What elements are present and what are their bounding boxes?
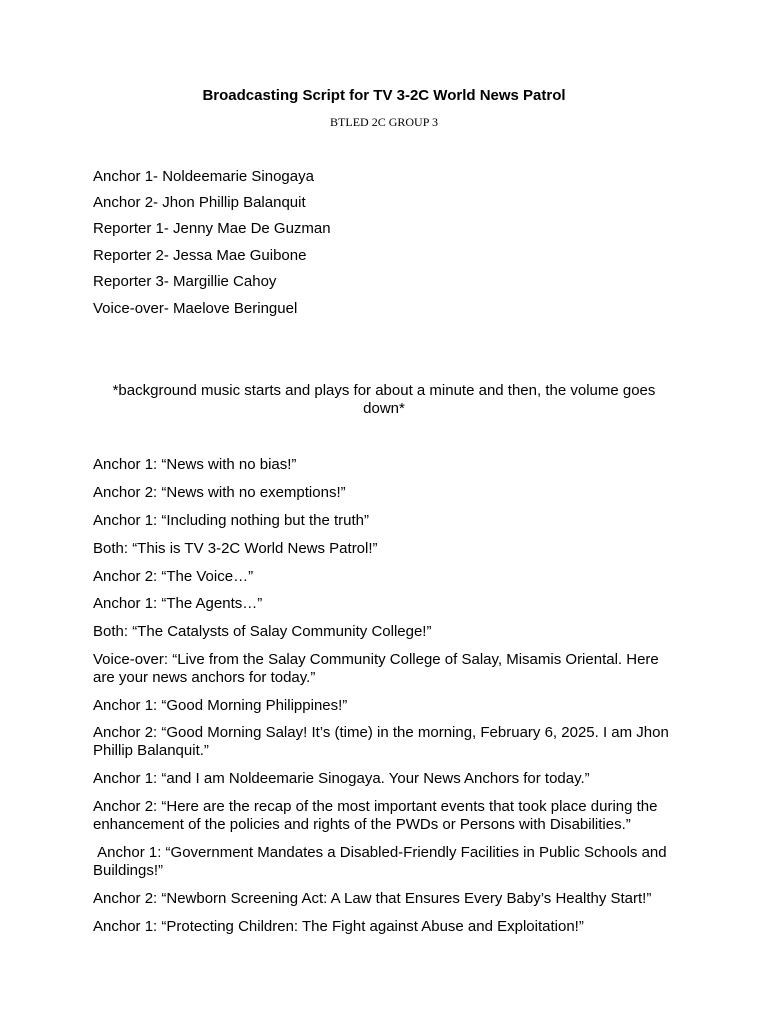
script-line: Anchor 1: “Including nothing but the truth” xyxy=(93,512,370,529)
script-line: Anchor 1: “Protecting Children: The Fight against Abuse and Exploitation!” xyxy=(93,918,584,935)
script-line: Anchor 2: “The Voice…” xyxy=(93,568,254,585)
script-line: Anchor 2: “Newborn Screening Act: A Law that Ensures Every Baby’s Healthy Start!” xyxy=(93,890,652,907)
script-line: Anchor 1: “Good Morning Philippines!” xyxy=(93,697,348,714)
document-subtitle: BTLED 2C GROUP 3 xyxy=(330,115,438,129)
script-line: Voice-over: “Live from the Salay Community College of Salay, Misamis Oriental. Here are your news anchors for today.” xyxy=(93,651,659,686)
script-line: Anchor 1: “The Agents…” xyxy=(93,595,263,612)
script-line: Anchor 1: “News with no bias!” xyxy=(93,456,297,473)
cast-line: Reporter 2- Jessa Mae Guibone xyxy=(93,247,307,264)
cast-line: Anchor 1- Noldeemarie Sinogaya xyxy=(93,168,314,185)
script-line: Both: “This is TV 3-2C World News Patrol!” xyxy=(93,540,378,557)
cast-line: Reporter 3- Margillie Cahoy xyxy=(93,273,277,290)
cast-line: Reporter 1- Jenny Mae De Guzman xyxy=(93,220,331,237)
script-line: Anchor 2: “Good Morning Salay! It’s (time) in the morning, February 6, 2025. I am Jhon Phillip Balanquit.” xyxy=(93,724,669,759)
document-title: Broadcasting Script for TV 3-2C World News Patrol xyxy=(202,87,566,104)
script-line: Anchor 1: “and I am Noldeemarie Sinogaya. Your News Anchors for today.” xyxy=(93,770,590,787)
script-line: Anchor 1: “Government Mandates a Disabled-Friendly Facilities in Public Schools and Buildings!” xyxy=(93,844,671,879)
cast-line: Voice-over- Maelove Beringuel xyxy=(93,300,298,317)
script-line: Anchor 2: “News with no exemptions!” xyxy=(93,484,346,501)
script-line: Anchor 2: “Here are the recap of the most important events that took place during the enhancement of the policies and rights of the PWDs or Persons with Disabilities.” xyxy=(93,798,658,833)
script-line: Both: “The Catalysts of Salay Community College!” xyxy=(93,623,432,640)
stage-direction: *background music starts and plays for about a minute and then, the volume goes down* xyxy=(112,382,656,417)
cast-line: Anchor 2- Jhon Phillip Balanquit xyxy=(93,194,306,211)
